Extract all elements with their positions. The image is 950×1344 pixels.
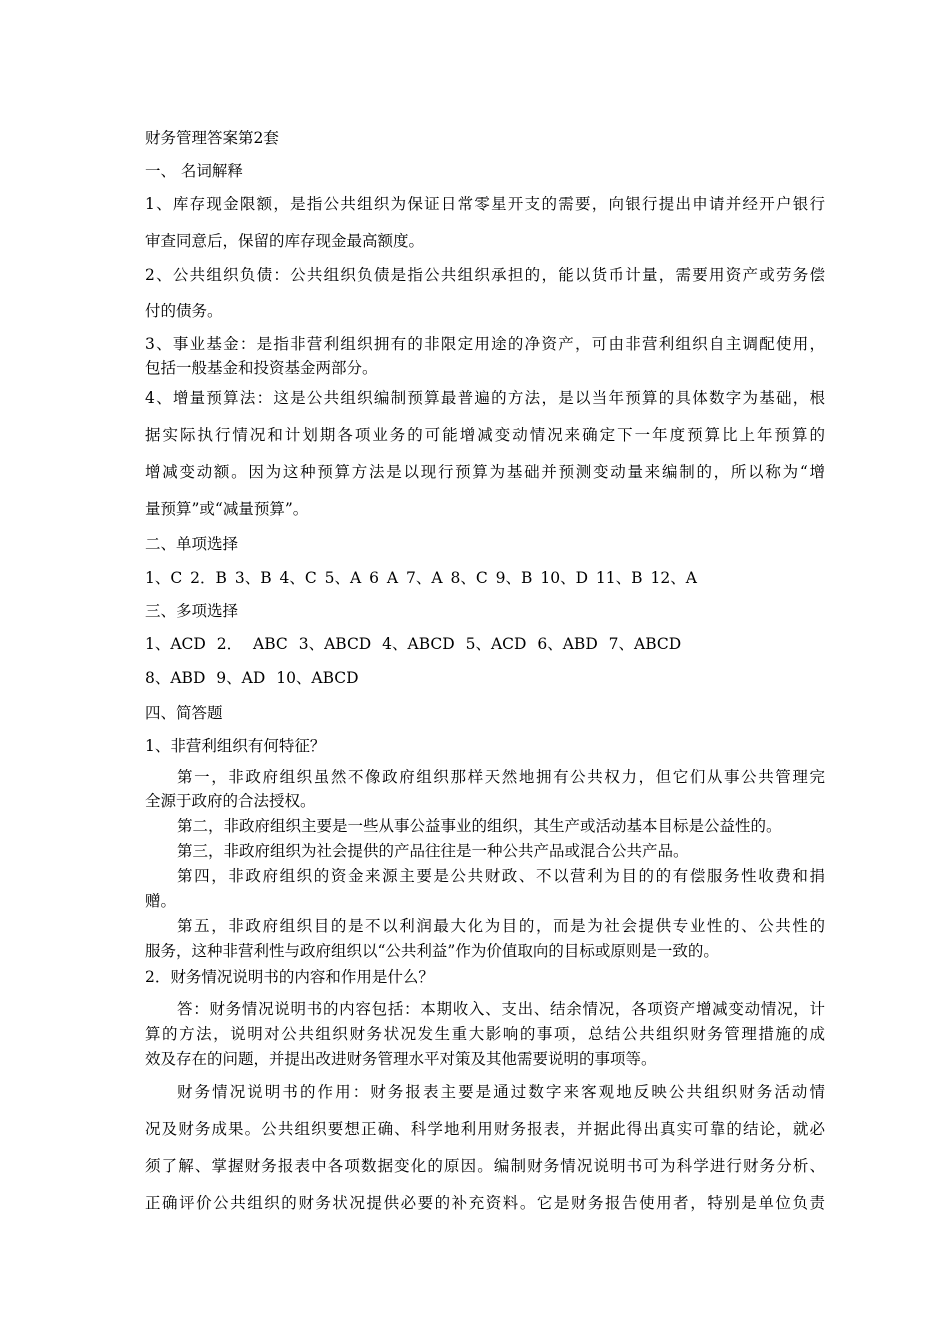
answer-2-content-line-1: 答：财务情况说明书的内容包括：本期收入、支出、结余情况，各项资产增减变动情况，计 — [177, 1000, 825, 1018]
answer-2-purpose-line-1: 财务情况说明书的作用：财务报表主要是通过数字来客观地反映公共组织财务活动情 — [177, 1083, 825, 1101]
section-heading-terms: 一、 名词解释 — [145, 162, 243, 180]
question-1: 1、非营利组织有何特征？ — [145, 737, 326, 755]
term-3-line-2: 包括一般基金和投资基金两部分。 — [145, 359, 378, 377]
term-3-line-1: 3、事业基金：是指非营利组织拥有的非限定用途的净资产，可由非营利组织自主调配使用， — [145, 335, 825, 353]
answer-2-content-line-3: 效及存在的问题，并提出改进财务管理水平对策及其他需要说明的事项等。 — [145, 1050, 657, 1068]
feature-3: 第三，非政府组织为社会提供的产品往往是一种公共产品或混合公共产品。 — [177, 842, 689, 860]
section-heading-multiple-choice: 三、多项选择 — [145, 602, 239, 620]
multiple-choice-answers-line-2: 8、ABD 9、AD 10、ABCD — [145, 669, 359, 687]
document-title: 财务管理答案第2套 — [145, 129, 279, 147]
answer-2-purpose-line-4: 正确评价公共组织的财务状况提供必要的补充资料。它是财务报告使用者，特别是单位负责 — [145, 1194, 825, 1212]
answer-2-purpose-line-3: 须了解、掌握财务报表中各项数据变化的原因。编制财务情况说明书可为科学进行财务分析、 — [145, 1157, 825, 1175]
feature-1-line-2: 全源于政府的合法授权。 — [145, 792, 316, 810]
feature-2: 第二，非政府组织主要是一些从事公益事业的组织，其生产或活动基本目标是公益性的。 — [177, 817, 782, 835]
answer-2-content-line-2: 算的方法，说明对公共组织财务状况发生重大影响的事项，总结公共组织财务管理措施的成 — [145, 1025, 825, 1043]
feature-4-line-2: 赠。 — [145, 892, 177, 910]
term-4-line-3: 增减变动额。因为这种预算方法是以现行预算为基础并预测变动量来编制的，所以称为“增 — [145, 463, 825, 481]
feature-5-line-2: 服务，这种非营利性与政府组织以“公共利益”作为价值取向的目标或原则是一致的。 — [145, 942, 719, 960]
term-2-line-1: 2、公共组织负债：公共组织负债是指公共组织承担的，能以货币计量，需要用资产或劳务偿 — [145, 266, 825, 284]
single-choice-answers: 1、C 2．B 3、B 4、C 5、A 6 A 7、A 8、C 9、B 10、D 11、B 12、A — [145, 569, 697, 587]
feature-1-line-1: 第一，非政府组织虽然不像政府组织那样天然地拥有公共权力，但它们从事公共管理完 — [177, 768, 825, 786]
term-1-line-2: 审查同意后，保留的库存现金最高额度。 — [145, 232, 425, 250]
term-2-line-2: 付的债务。 — [145, 302, 223, 320]
multiple-choice-answers-line-1: 1、ACD 2． ABC 3、ABCD 4、ABCD 5、ACD 6、ABD 7、ABCD — [145, 635, 682, 653]
feature-5-line-1: 第五，非政府组织目的是不以利润最大化为目的，而是为社会提供专业性的、公共性的 — [177, 917, 825, 935]
term-4-line-4: 量预算”或“减量预算”。 — [145, 500, 309, 518]
term-4-line-2: 据实际执行情况和计划期各项业务的可能增减变动情况来确定下一年度预算比上年预算的 — [145, 426, 825, 444]
answer-2-purpose-line-2: 况及财务成果。公共组织要想正确、科学地利用财务报表，并据此得出真实可靠的结论，就必 — [145, 1120, 825, 1138]
term-4-line-1: 4、增量预算法：这是公共组织编制预算最普遍的方法，是以当年预算的具体数字为基础，根 — [145, 389, 825, 407]
feature-4-line-1: 第四，非政府组织的资金来源主要是公共财政、不以营利为目的的有偿服务性收费和捐 — [177, 867, 825, 885]
term-1-line-1: 1、库存现金限额，是指公共组织为保证日常零星开支的需要，向银行提出申请并经开户银行 — [145, 195, 825, 213]
section-heading-single-choice: 二、单项选择 — [145, 535, 239, 553]
section-heading-short-answer: 四、简答题 — [145, 704, 223, 722]
question-2: 2．财务情况说明书的内容和作用是什么？ — [145, 968, 434, 986]
